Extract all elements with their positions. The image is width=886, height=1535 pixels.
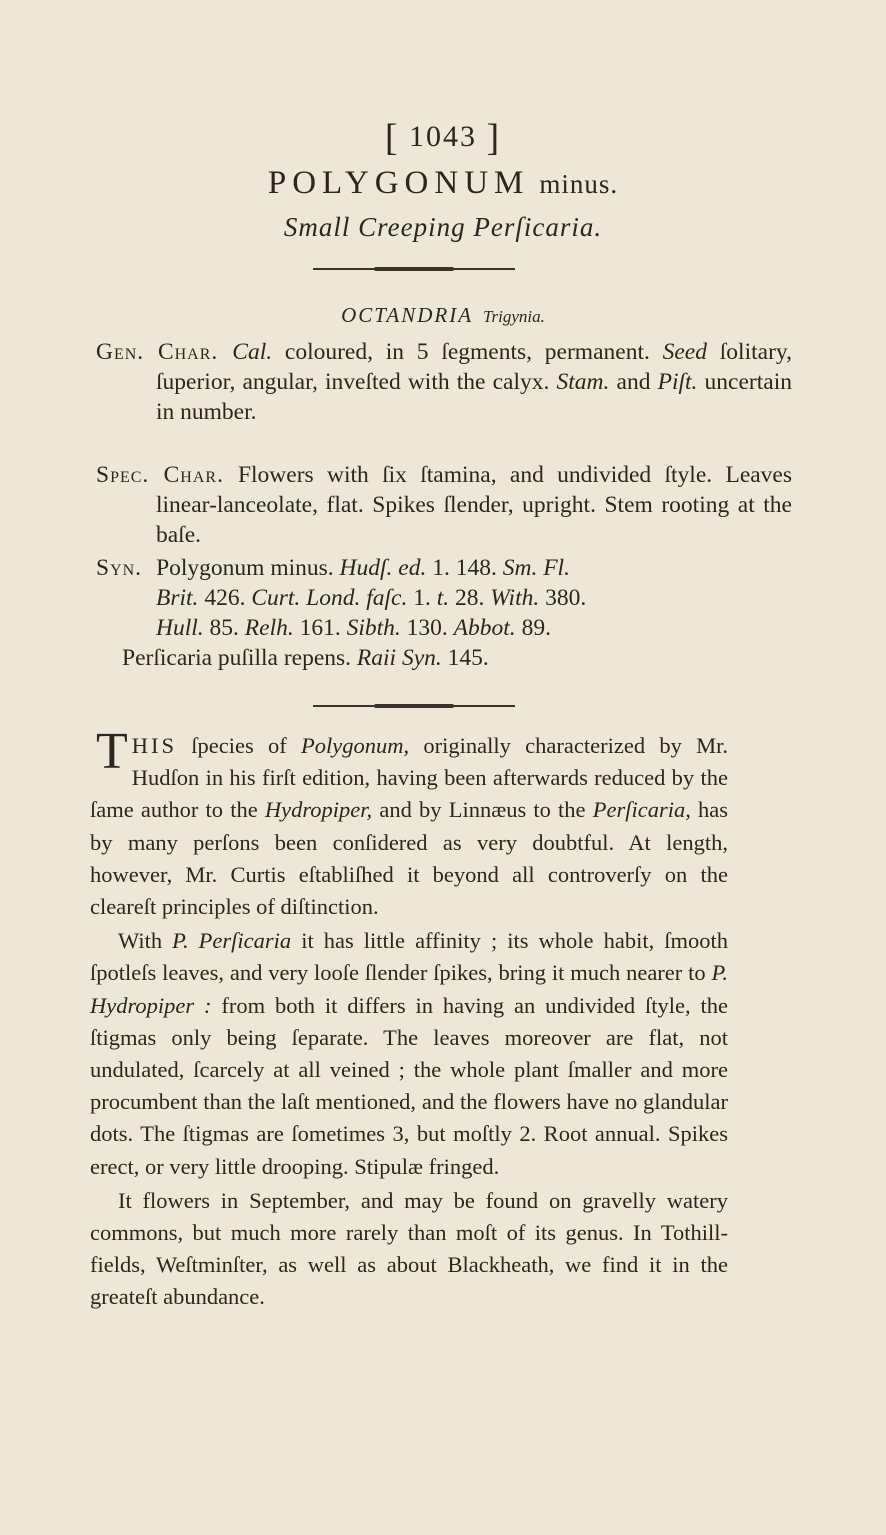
species-name: minus. [539,169,619,199]
syn-label: Syn. [96,555,143,581]
middle-divider [313,705,515,707]
common-name: Small Creeping Perſicaria. [283,212,603,242]
page-number-value: 1043 [409,120,477,153]
paragraph-2: With P. Perſicaria it has little affinity ; its whole habit, ſmooth ſpotleſs leaves, and very looſe ſlender ſpikes, bring it much nearer to P. Hydropiper : from both it differs in having an undivided ſtyle, the ſtigmas only being ſeparate. The leaves moreover are flat, not undulated, ſcarcely at all veined ; the whole plant ſmaller and more procumbent than the laſt mentioned, and the flowers have no glandular dots. The ſtigmas are ſometimes 3, but moſtly 2. Root annual. Spikes erect, or very little drooping. Stipulæ fringed. [90,928,728,1179]
gen-char-label: Gen. Char. [96,339,219,365]
order-name: Trigynia. [483,307,545,326]
paragraph-1: THIS ſpecies of Polygonum, originally characterized by Mr. Hudſon in his firſt edition, having been afterwards reduced by the ſame author to the Hydropiper, and by Linnæus to the Perſicaria, has by many perſons been conſidered as very doubtful. At length, however, Mr. Curtis eſtabliſhed it beyond all controverſy on the cleareſt principles of diſtinction. [90,723,728,920]
drop-cap: T [96,723,128,780]
spec-char-text: Flowers with ſix ſtamina, and undivided ſtyle. Leaves linear-lanceolate, flat. Spikes ſlender, upright. Stem rooting at the baſe. [156,462,792,548]
gen-char-text: Cal. coloured, in 5 ſegments, permanent. Seed ſolitary, ſuperior, angular, inveſted with the calyx. Stam. and Piſt. uncertain in number. [156,339,792,425]
class-name: OCTANDRIA [341,303,474,327]
species-title [0,165,886,202]
genus-name: POLYGONUM [267,165,530,201]
syn-line-3: Hull. 85. Relh. 161. Sibth. 130. Abbot. 89. [156,615,551,641]
top-divider [313,268,515,270]
syn-line-4: Perſicaria puſilla repens. Raii Syn. 145. [122,645,489,671]
syn-line-2: Brit. 426. Curt. Lond. faſc. 1. t. 28. With. 380. [156,585,587,611]
paragraph-3: It flowers in September, and may be found on gravelly watery commons, but much more rarely than moſt of its genus. In Tothill-fields, Weſtminſter, as well as about Blackheath, we find it in the greateſt abundance. [90,1187,728,1310]
spec-char-label: Spec. Char. [96,462,224,488]
description-text [90,723,728,1314]
generic-character [96,337,792,427]
syn-line-1: Syn. Polygonum minus. Hudſ. ed. 1. 148. Sm. Fl. [96,555,570,581]
page-number: [ 1043 ] [384,117,502,159]
synonymy [96,553,732,673]
specific-character [96,460,792,550]
linnaean-class [0,303,886,328]
